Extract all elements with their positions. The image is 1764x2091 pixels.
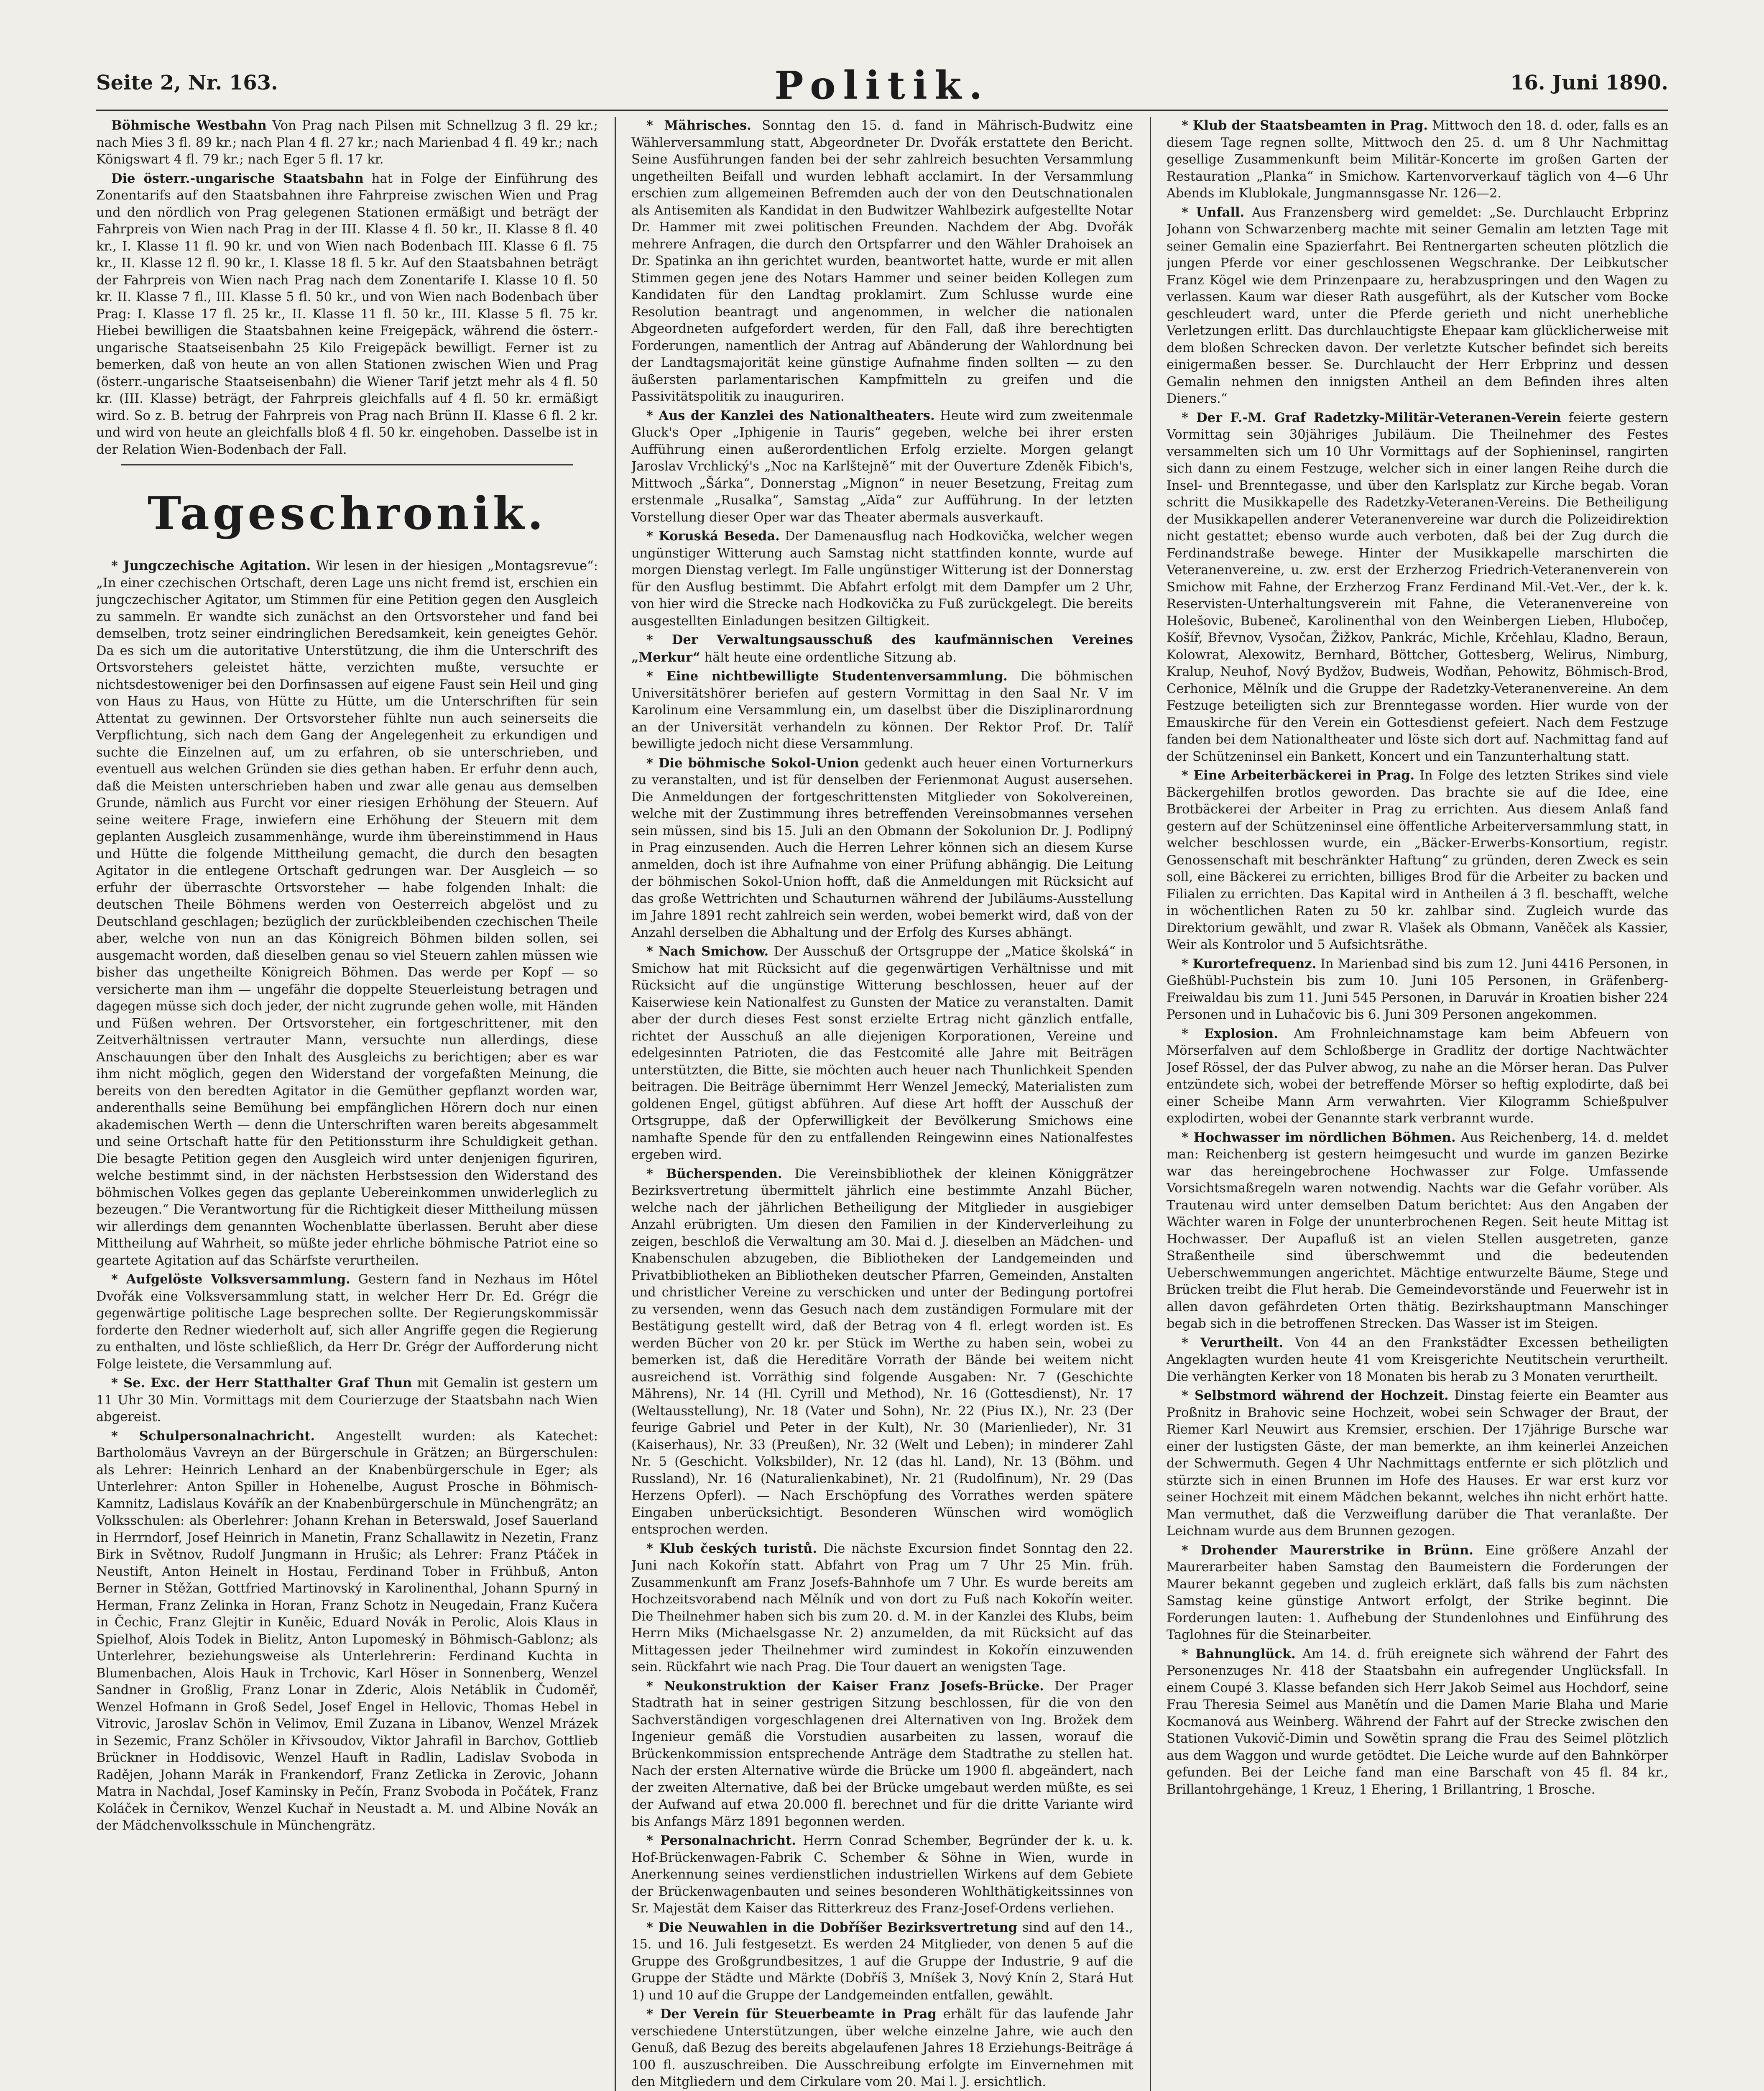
news-item-body: Die böhmischen Universitätshörer beriefen auf gestern Vormittag in den Saal Nr. V im Karolinum eine Versammlung ein, um daselbst über die Disziplinarordnung an der Universität verhandeln zu können. Der Rektor Prof. Dr. Talíř bewilligte jedoch nicht diese Versammlung. (631, 669, 1133, 752)
news-item-headline: * Die böhmische Sokol-Union (646, 755, 859, 771)
news-item-body: Der Prager Stadtrath hat in seiner gestrigen Sitzung beschlossen, für die von den Sachverständigen vorgeschlagenen drei Alternativen von Ing. Brožek dem Ingenieur gemäß die Vorstudien ausarbeiten zu lassen, worauf die Brückenkommission entsprechende Anträge dem Stadtrathe zu stellen hat. Nach der ersten Alternative würde die Brücke um 1900 fl. abgeändert, nach der zweiten Alternative, daß bei der Brücke umgebaut werden müßte, es sei der Aufwand auf etwa 20.000 fl. berechnet und für die dritte Variante wird bis Anfangs März 1891 begonnen werden. (631, 1679, 1133, 1829)
news-item-headline: * Explosion. (1182, 1026, 1278, 1041)
column-3 (1167, 117, 1668, 2091)
news-item-headline: * Se. Exc. der Herr Statthalter Graf Thun (111, 1375, 412, 1391)
page-number: Seite 2, Nr. 163. (96, 71, 278, 95)
news-item-body: Von Prag nach Pilsen mit Schnellzug 3 fl. 29 kr.; nach Mies 3 fl. 89 kr.; nach Plan 4 fl. 27 kr.; nach Marienbad 4 fl. 49 kr.; nach Königswart 4 fl. 79 kr.; nach Eger 5 fl. 17 kr. (96, 118, 598, 167)
news-item (631, 631, 1133, 666)
news-item-body: Herrn Conrad Schember, Begründer der k. u. k. Hof-Brückenwagen-Fabrik C. Schember & Söhne in Wien, wurde in Anerkennung seines verdienstlichen industriellen Wirkens auf dem Gebiete der Brückenwagenbauten und seines besonderen Wohlthätigkeitssinnes von Sr. Majestät dem Kaiser das Ritterkreuz des Franz-Josef-Ordens verliehen. (631, 1833, 1133, 1916)
news-item (1167, 767, 1668, 954)
section-rule (121, 464, 573, 465)
section-heading: Politik. (774, 63, 990, 108)
news-item (631, 755, 1133, 942)
news-item-headline: * Die Neuwahlen in die Dobříšer Bezirksvertretung (646, 1920, 1018, 1935)
news-item-body: Aus Reichenberg, 14. d. meldet man: Reichenberg ist gestern heimgesucht und wurde im ganzen Bezirke war das hereingebrochene Hochwasser zur Folge. Umfassende Vorsichtsmaßregeln waren notwendig. Nachts war die Gefahr vorüber. Als Trautenau wird unter demselben Datum berichtet: Aus den Angaben der Wächter waren in Folge der ununterbrochenen Regen. Seit heute Mittag ist Hochwasser. Der Aupafluß ist an vielen Stellen ausgetreten, ganze Straßentheile sind überschwemmt und die bedeutenden Ueberschwemmungen angerichtet. Mächtige entwurzelte Bäume, Stege und Brücken treibt die Flut herab. Die Gemeindevorstände und Feuerwehr ist in allen davon gefährdeten Orten thätig. Bezirkshauptmann Manschinger begab sich in die betroffenen Strecken. Das Wasser ist im Steigen. (1167, 1130, 1668, 1331)
news-item-body: mit Gemalin ist gestern um 11 Uhr 30 Min. Vormittags mit dem Courierzuge der Staatsbahn nach Wien abgereist. (96, 1376, 598, 1424)
news-item-body: Der Ausschuß der Ortsgruppe der „Matice školská“ in Smichow hat mit Rücksicht auf die gegenwärtigen Verhältnisse und mit Rücksicht auf die ungünstige Witterung beschlossen, heuer auf der Kaiserwiese kein Nationalfest zu Gunsten der Matice zu veranstalten. Damit aber der durch dieses Fest sonst erzielte Ertrag nicht gänzlich entfalle, richtet der Ausschuß an alle diejenigen Korporationen, Vereine und edelgesinnten Patrioten, die das Festcomité alle Jahre mit Beiträgen unterstützten, die Bitte, sie möchten auch heuer nach Thunlichkeit Spenden beitragen. Die Beiträge übernimmt Herr Wenzel Jemecký, Materialisten zum goldenen Engel, gütigst abführen. Auf diese Art hofft der Ausschuß der Ortsgruppe, daß der Opferwilligkeit der Bevölkerung Smichows eine namhafte Spende für den zu entfallenden Reingewinn eines Nationalfestes ergeben wird. (631, 944, 1133, 1162)
news-item (631, 117, 1133, 406)
travel-fares-block (96, 117, 598, 458)
news-item-headline: * Schulpersonalnachricht. (111, 1428, 315, 1444)
news-item (96, 557, 598, 1269)
news-item-body: Dinstag feierte ein Beamter aus Proßnitz in Brahovic seine Hochzeit, wobei sein Schwager der Braut, der Riemer Karl Neuwirt aus Kremsier, erschien. Der 17jährige Bursche war einer der lustigsten Gäste, der man bemerkte, an ihm keinerlei Anzeichen der Schwermuth. Gegen 4 Uhr Nachmittags entfernte er sich plötzlich und stürzte sich in einen Brunnen im Hofe des Hauses. Er war erst kurz vor seiner Hochzeit mit einem Mädchen bekannt, welches ihn nicht erhört hatte. Man vermuthet, daß die Verzweiflung darüber die That veranlaßte. Der Leichnam wurde aus dem Brunnen gezogen. (1167, 1388, 1668, 1539)
news-item-headline: * Mährisches. (646, 118, 751, 133)
news-item (96, 117, 598, 169)
news-item (1167, 117, 1668, 202)
column-rule (615, 117, 616, 2091)
news-item-headline: * Der Verwaltungsausschuß des kaufmännischen Vereines „Merkur“ (631, 632, 1133, 665)
news-item (1167, 1025, 1668, 1127)
header-rule (96, 110, 1668, 111)
news-item-headline: Die österr.-ungarische Staatsbahn (111, 171, 364, 186)
page-header (96, 63, 1668, 109)
column-rule (1150, 117, 1151, 2091)
news-item-headline: * Nach Smichow. (646, 944, 769, 959)
news-item (631, 2006, 1133, 2091)
news-item-body: Angestellt wurden: als Katechet: Bartholomäus Vavreyn an der Bürgerschule in Grätzen; an Bürgerschulen: als Lehrer: Heinrich Lenhard an der Knabenbürgerschule in Eger; als Unterlehrer: Anton Spiller in Hohenelbe, August Prosche in Böhmisch-Kamnitz, Ladislaus Kovářík an der Knabenbürgerschule in Münchengrätz; an Volksschulen: als Oberlehrer: Johann Krehan in Beterswald, Josef Sauerland in Herrndorf, Josef Heinrich in Manetin, Franz Schallawitz in Nezetin, Franz Birk in Světnov, Rudolf Jungmann in Hrušic; als Lehrer: Franz Ptáček in Neustift, Anton Heinelt in Hostau, Ferdinand Tober in Frühbuß, Anton Berner in Stěžan, Gottfried Martinovský in Karolinenthal, Johann Spurný in Herman, Franz Zelinka in Horan, Franz Schotz in Neugedain, Franz Kučera in Čechic, Franz Glejtir in Kuněic, Eduard Novák in Perolic, Alois Klaus in Spielhof, Alois Todek in Bielitz, Anton Lupomeský in Böhmisch-Gablonz; als Unterlehrer, beziehungsweise als Unterlehrerin: Ferdinand Kuchta in Blumenbachen, Alois Hauk in Trchovic, Karl Höser in Sonnenberg, Wenzel Sandner in Großlig, Franz Lonar in Zderic, Alois Netáblik in Čudoměř, Wenzel Hofmann in Groß Sedel, Josef Engel in Hellovic, Thomas Hebel in Vitrovic, Jaroslav Schön in Velimov, Emil Zuzana in Libanov, Wenzel Mrázek in Sezemic, Franz Schöler in Křivsoudov, Viktor Jahrafil in Barchov, Gottlieb Brückner in Hoddisovic, Wenzel Hauft in Radlin, Ladislav Svoboda in Radějen, Johann Marák in Frankendorf, Franz Zetlicka in Zerovic, Johann Matra in Nachdal, Josef Kaminsky in Pečín, Franz Svoboda in Počátek, Franz Koláček in Černikov, Wenzel Kuchař in Neustadt a. M. und Albine Novák an der Mädchenvolksschule in Münchengrätz. (96, 1429, 598, 1833)
tageschronik-title: Tageschronik. (147, 487, 547, 540)
news-item-body: In Folge des letzten Strikes sind viele Bäckergehilfen brotlos geworden. Das brachte sie auf die Idee, eine Brotbäckerei der Arbeiter in Prag zu errichten. Aus diesem Anlaß fand gestern auf der Schützeninsel eine öffentliche Arbeiterversammlung statt, in welcher beschlossen wurde, ein „Bäcker-Erwerbs-Konsortium, registr. Genossenschaft mit beschränkter Haftung“ zu gründen, deren Zweck es sein soll, eine Bäckerei zu errichten, billiges Brod für die Arbeiter zu backen und Filialen zu errichten. Das Kapital wird in Antheilen á 3 fl. beschafft, welche in wöchentlichen Raten zu 50 kr. zahlbar sind. Zugleich wurde das Direktorium gewählt, und zwar R. Vlašek als Obmann, Vaněček als Kassier, Weir als Kontrolor und 5 Aufsichtsräthe. (1167, 768, 1668, 952)
news-item-headline: * Personalnachricht. (646, 1833, 796, 1848)
news-item-body: feierte gestern Vormittag sein 30jähriges Jubiläum. Die Theilnehmer des Festes versammelten sich um 10 Uhr Vormittags auf der Sophieninsel, rangirten sich dann zu einem Festzuge, welcher sich in einer langen Reihe durch die Insel- und Brenntegasse, und über den Karlsplatz zur Kirche begab. Voran schritt die Musikkapelle des Radetzky-Veteranen-Vereins. Die Betheiligung der Musikkapellen anderer Veteranenvereine war durch die Polizeidirektion nicht gestattet; ebenso wurde auch verboten, daß bei der Zug durch die Ferdinandstraße bewege. Hinter der Musikkapelle marschirten die Veteranenvereine, u. zw. erst der Erzherzog Friedrich-Veteranenverein von Smichow mit Fahne, der Erzherzog Franz Ferdinand Mil.-Vet.-Ver., der k. k. Reservisten-Unterhaltungsverein mit Fahne, die Veteranenvereine von Holešovic, Bubeneč, Karolinenthal von den Weinbergen Lieben, Hlubočep, Košíř, Břevnov, Vysočan, Žižkov, Pankrác, Michle, Krčehlau, Kladno, Beraun, Kolowrat, Alexowitz, Bernhard, Böttcher, Gottesberg, Welirus, Nimburg, Kralup, Neuhof, Nový Bydžov, Budweis, Wodňan, Pehowitz, Böhmisch-Brod, Cerhonice, Mělník und die Gruppe der Radetzky-Veteranenvereine. An dem Festzuge beteiligten sich zur Brenntegasse worden. Hier wurde von der Emauskirche für den Verein ein Gottesdienst gefeiert. Nach dem Festzuge fanden bei dem Nationaltheater und löste sich dort auf. Nachmittag fand auf der Schützeninsel ein Bankett, Koncert und ein Tanzunterhaltung statt. (1167, 410, 1668, 764)
news-item-body: Gestern fand in Nezhaus im Hôtel Dvořák eine Volksversammlung statt, in welcher Herr Dr. Ed. Grégr die gegenwärtige politische Lage besprechen sollte. Der Regierungskommissär forderte den Redner wiederholt auf, sich aller Angriffe gegen die Regierung zu enthalten, und löste schließlich, da Herr Dr. Grégr der Aufforderung nicht Folge leistete, die Versammlung auf. (96, 1272, 598, 1372)
news-item (1167, 1334, 1668, 1386)
news-item (631, 668, 1133, 753)
news-item-headline: * Eine Arbeiterbäckerei in Prag. (1182, 768, 1415, 783)
news-item-body: Der Damenausflug nach Hodkovička, welcher wegen ungünstiger Witterung auch Samstag nicht stattfinden konnte, wurde auf morgen Dienstag verlegt. Im Falle ungünstiger Witterung ist der Donnerstag für den Ausflug bestimmt. Die Abfahrt erfolgt mit dem Dampfer um 2 Uhr, von hier wird die Strecke nach Hodkovička zu Fuß zurückgelegt. Die bereits ausgestellten Einladungen besitzen Giltigkeit. (631, 529, 1133, 629)
news-item-body: hält heute eine ordentliche Sitzung ab. (700, 650, 957, 665)
news-item-body: Am 14. d. früh ereignete sich während der Fahrt des Personenzuges Nr. 418 der Staatsbahn ein aufregender Unglücksfall. In einem Coupé 3. Klasse befanden sich Herr Jakob Seimel aus Hochdorf, seine Frau Theresia Seimel aus Manětín und die Damen Marie Blaha und Marie Kocmanová aus Weinberg. Während der Fahrt auf der Strecke zwischen den Stationen Vukovič-Dimin und Sowětin sprang die Frau des Seimel plötzlich aus dem Waggon und wurde getödtet. Die Leiche wurde auf den Bahnkörper gefunden. Bei der Leiche fand man eine Barschaft von 45 fl. 84 kr., Brillantohrgehänge, 1 Kreuz, 1 Ehering, 1 Brillantring, 1 Brosche. (1167, 1646, 1668, 1797)
news-block (96, 557, 598, 1835)
news-item-headline: * Hochwasser im nördlichen Böhmen. (1182, 1130, 1456, 1145)
news-item (631, 407, 1133, 527)
news-item (1167, 204, 1668, 408)
news-item (1167, 1646, 1668, 1799)
news-item (631, 1919, 1133, 2004)
news-item-headline: * Bahnunglück. (1182, 1646, 1296, 1662)
news-item-headline: * Kurortefrequenz. (1182, 956, 1317, 971)
news-item-headline: * Verurtheilt. (1182, 1335, 1284, 1350)
news-item (631, 943, 1133, 1164)
news-item-headline: * Eine nichtbewilligte Studentenversammlung. (646, 669, 1008, 684)
column-2 (631, 117, 1133, 2091)
news-item-headline: * Selbstmord während der Hochzeit. (1182, 1388, 1449, 1403)
news-item-body: gedenkt auch heuer einen Vorturnerkurs zu veranstalten, und ist für denselben der Ferienmonat August ausersehen. Die Anmeldungen der fortgeschrittensten Mitglieder von Sokolvereinen, welche mit der Zustimmung ihres betreffenden Vereinsobmannes versehen sein müssen, sind bis 15. Juli an den Obmann der Sokolunion Dr. J. Podlipný in Prag einzusenden. Auch die Herren Lehrer können sich an diesem Kurse anmelden, doch ist ihre Aufnahme von einer Prüfung abhängig. Die Leitung der böhmischen Sokol-Union hofft, daß die Anmeldungen mit Rücksicht auf das große Wettrichten und Schauturnen während der Jubiläums-Ausstellung im Jahre 1891 recht zahlreich sein werden, wobei bemerkt wird, daß von der Anzahl derselben die Abhaltung und der Erfolg des Kurses abhängt. (631, 756, 1133, 940)
news-item-body: Wir lesen in der hiesigen „Montagsrevue“: „In einer czechischen Ortschaft, deren Lage uns nicht fremd ist, erschien ein jungczechischer Agitator, um Stimmen für eine Petition gegen den Ausgleich zu sammeln. Er wandte sich zunächst an den Ortsvorsteher und fand bei demselben, trotz seiner eindringlichen Beredsamkeit, kein geneigtes Gehör. Da es sich um die autoritative Unterstützung, die ihm die Unterschrift des Ortsvorstehers geleistet hätte, verzichten mußte, versuchte er nichtsdestoweniger bei den Dorfinsassen auf eigene Faust sein Heil und ging von Haus zu Haus, von Hütte zu Hütte, um die Unterschriften für sein Attentat zu gewinnen. Der Ortsvorsteher fühlte nun auch seinerseits die Verpflichtung, sich nach dem Gang der Angelegenheit zu erkundigen und suchte die Einzelnen auf, um zu erfahren, ob sie unterschrieben, und eventuell aus welchen Gründen sie dies gethan haben. Er erfuhr denn auch, daß die Meisten unterschrieben haben und zwar alle genau aus demselben Grunde, nämlich aus Furcht vor einer riesigen Erhöhung der Steuern. Auf seine weitere Frage, inwiefern eine Erhöhung der Steuern mit dem geplanten Ausgleich zusammenhänge, wurde ihm übereinstimmend in Haus und Hütte die folgende Mittheilung gemacht, die durch den besagten Agitator in die entlegene Ortschaft gedrungen war. Der Ausgleich — so erfuhr der überraschte Ortsvorsteher — habe folgenden Inhalt: die deutschen Theile Böhmens werden von Oesterreich abgelöst und zu Deutschland geschlagen; bezüglich der zurückbleibenden czechischen Theile aber, welche von nun an das Königreich Böhmen bilden sollen, sei ausgemacht worden, daß dieselben genau so viel Steuern zahlen müssen wie bisher das ungetheilte Königreich Böhmen. Das werde per Kopf — so versicherte man ihm — ungefähr die doppelte Steuerleistung betragen und dagegen müsse sich doch jeder, der nicht zugrunde gehen wolle, mit Händen und Füßen wehren. Der Ortsvorsteher, ein fortgeschrittener, mit den Zeitverhältnissen vertrauter Mann, versuchte nun allerdings, diese Anschauungen über den Inhalt des Ausgleichs zu berichtigen; aber es war ihm nicht möglich, gegen den Widerstand der vorgefaßten Meinung, die bereits von den beredten Agitator in die Gemüther gepflanzt worden war, anderenthalls seine Bemühung bei empfänglichen Hörern doch nur einen akademischen Werth — denn die Unterschriften waren bereits abgesammelt und seine Ortschaft hatte für den Petitionssturm ihre Schuldigkeit gethan. Die besagte Petition gegen den Ausgleich wird unter denjenigen figuriren, welche bestimmt sind, in der nächsten Herbstsession den Widerstand des böhmischen Volkes gegen das geplante Uebereinkommen unwiderleglich zu bezeugen.“ Die Verantwortung für die Richtigkeit dieser Mittheilung müssen wir allerdings dem genannten Wochenblatte überlassen. Beruht aber diese Mittheilung auf Wahrheit, so müßte jeder ehrliche böhmische Patriot eine so geartete Agitation auf das Schärfste verurtheilen. (96, 559, 598, 1268)
news-item (96, 170, 598, 459)
news-item (631, 1540, 1133, 1676)
news-item (631, 1166, 1133, 1539)
news-item-headline: * Unfall. (1182, 204, 1245, 220)
news-item-body: Die nächste Excursion findet Sonntag den 22. Juni nach Kokořín statt. Abfahrt von Prag um 7 Uhr 25 Min. früh. Zusammenkunft am Franz Josefs-Bahnhofe um 7 Uhr. Es wurde bereits am Hochzeitsvorabend nach Mělník und von dort zu Fuß nach Kokořín weiter. Die Theilnehmer haben sich bis zum 20. d. M. in der Kanzlei des Klubs, beim Herrn Miks (Michaelsgasse Nr. 2) anzumelden, da mit Rücksicht auf das Mittagessen jeder Theilnehmer wird zumindest in Kokořín einzuwenden sein. Rückfahrt wie nach Prag. Die Tour dauert an wenigsten Tage. (631, 1541, 1133, 1674)
news-item-headline: * Aus der Kanzlei des Nationaltheaters. (646, 408, 935, 423)
news-item-headline: * Jungczechische Agitation. (111, 558, 311, 573)
news-item-body: sind auf den 14., 15. und 16. Juli festgesetzt. Es werden 24 Mitglieder, von denen 5 auf die Gruppe des Großgrundbesitzes, 1 auf die Gruppe der Industrie, 9 auf die Gruppe der Städte und Märkte (Dobříš 3, Mníšek 3, Nový Knín 2, Stará Hut 1) und 10 auf die Gruppe der Landgemeinden entfallen, gewählt. (631, 1920, 1133, 2003)
column-1 (96, 117, 598, 2091)
news-item-body: Heute wird zum zweitenmale Gluck's Oper „Iphigenie in Tauris“ gegeben, welche bei ihrer ersten Aufführung einen außerordentlichen Erfolg erzielte. Morgen gelangt Jaroslav Vrchlický's „Noc na Karlštejně“ mit der Ouverture Zdeněk Fibich's, Mittwoch „Šárka“, Donnerstag „Mignon“ in neuer Besetzung, Freitag zum erstenmale „Rusalka“, Samstag „Aïda“ zur Aufführung. In der letzten Vorstellung dieser Oper war das Theater abermals ausverkauft. (631, 408, 1133, 525)
news-item-body: In Marienbad sind bis zum 12. Juni 4416 Personen, in Gießhübl-Puchstein bis zum 10. Juni 105 Personen, in Gräfenberg-Freiwaldau bis zum 11. Juni 545 Personen, in Daruvár in Kroatien bisher 224 Personen und in Luhačovic bis 6. Juni 309 Personen angekommen. (1167, 956, 1668, 1022)
news-item (1167, 1129, 1668, 1333)
news-item (96, 1428, 598, 1835)
news-item-body: Von 44 an den Frankstädter Excessen betheiligten Angeklagten wurden heute 41 vom Kreisgerichte Neutitschein verurtheilt. Die verhängten Kerker von 18 Monaten bis herab zu 3 Monaten verurtheilt. (1167, 1335, 1668, 1384)
news-item-body: hat in Folge der Einführung des Zonentarifs auf den Staatsbahnen ihre Fahrpreise zwischen Wien und Prag und den nördlich von Prag gelegenen Stationen ermäßigt und beträgt der Fahrpreis von Wien nach Prag in der III. Klasse 4 fl. 50 kr., II. Klasse 8 fl. 40 kr., I. Klasse 11 fl. 90 kr. und von Wien nach Bodenbach III. Klasse 6 fl. 75 kr., II. Klasse 12 fl. 90 kr., I. Klasse 18 fl. 5 kr. Auf den Staatsbahnen beträgt der Fahrpreis von Wien nach Prag nach dem Zonentarife I. Klasse 10 fl. 50 kr. II. Klasse 7 fl., III. Klasse 5 fl. 50 kr., und von Wien nach Bodenbach über Prag: I. Klasse 17 fl. 25 kr., II. Klasse 11 fl. 50 kr., III. Klasse 5 fl. 75 kr. Hiebei bewilligen die Staatsbahnen keine Freigepäck, während die österr.-ungarische Staatseisenbahn 25 Kilo Freigepäck bewilligt. Ferner ist zu bemerken, daß von heute an von allen Stationen zwischen Wien und Prag (österr.-ungarische Staatseisenbahn) die Wiener Tarif jetzt mehr als 4 fl. 50 kr. (III. Klasse) beträgt, der Fahrpreis gleichfalls auf 4 fl. 50 kr. ermäßigt wird. So z. B. betrug der Fahrpreis von Prag nach Brünn II. Klasse 6 fl. 2 kr. und wird von heute an gleichfalls bloß 4 fl. 50 kr. eingehoben. Dasselbe ist in der Relation Wien-Bodenbach der Fall. (96, 171, 598, 457)
news-item-body: erhält für das laufende Jahr verschiedene Unterstützungen, über welche einzelne Jahre, wie auch den Genuß, daß Bezug des bereits abgelaufenen Jahres 18 Erziehungs-Beiträge á 100 fl. auszuschreiben. Die Ausschreibung erfolgte im Einvernehmen mit den Mitgliedern und dem Cirkulare vom 20. Mai l. J. ersichtlich. (631, 2007, 1133, 2089)
news-item-headline: * Klub českých turistů. (646, 1541, 817, 1556)
news-item-body: Mittwoch den 18. d. oder, falls es an diesem Tage regnen sollte, Mittwoch den 25. d. um 8 Uhr Nachmittag gesellige Zusammenkunft beim Militär-Koncerte im großen Garten der Restauration „Planka“ in Smichow. Kartenvorverkauf täglich von 4—6 Uhr Abends im Klublokale, Jungmannsgasse Nr. 126—2. (1167, 118, 1668, 201)
news-item (1167, 956, 1668, 1024)
news-item (1167, 1387, 1668, 1540)
news-item (96, 1271, 598, 1373)
news-item-headline: * Klub der Staatsbeamten in Prag. (1182, 118, 1428, 133)
news-item (96, 1375, 598, 1426)
news-item (631, 528, 1133, 630)
news-item-body: Sonntag den 15. d. fand in Mährisch-Budwitz eine Wählerversammlung statt, Abgeordneter Dr. Dvořák erstattete den Bericht. Seine Ausführungen fanden bei der sehr zahlreich besuchten Versammlung ungetheilten Beifall und wurden lebhaft acclamirt. In der Versammlung erschien zum allgemeinen Befremden auch der von den Deutschnationalen als Antisemiten als Kandidat in den Budwitzer Wahlbezirk aufgestellte Notar Dr. Hammer mit zwei politischen Freunden. Nachdem der Abg. Dvořák mehrere Anfragen, die durch den Ortspfarrer und den Wähler Drahoisek an Dr. Spatinka an ihn gerichtet wurden, beantwortet hatte, wurde er mit allen Stimmen gegen jene des Notars Hammer und seiner beiden Kollegen zum Kandidaten für den Landtag proklamirt. Zum Schlusse wurde eine Resolution beantragt und angenommen, in welcher die nationalen Abgeordneten aufgefordert werden, für den Fall, daß ihre berechtigten Forderungen, namentlich der Antrag auf Abänderung der Wahlordnung bei der Landtagsmajorität keine günstige Aufnahme finden sollten — zu den äußersten parlamentarischen Kampfmitteln zu greifen und die Passivitätspolitik zu inauguriren. (631, 118, 1133, 404)
news-item-headline: * Drohender Maurerstrike in Brünn. (1182, 1542, 1473, 1558)
news-block (1167, 117, 1668, 1798)
news-item-headline: * Bücherspenden. (646, 1166, 782, 1181)
news-item-headline: * Neukonstruktion der Kaiser Franz Josefs-Brücke. (646, 1678, 1044, 1694)
news-item (1167, 1542, 1668, 1644)
news-item-body: Eine größere Anzahl der Maurerarbeiter haben Samstag den Baumeistern die Forderungen der Maurer bekannt gegeben und zugleich erklärt, daß falls bis zum nächsten Samstag keine günstige Antwort erfolgt, der Strike beginnt. Die Forderungen lauten: 1. Aufhebung der Stundenlohnes und Einführung des Taglohnes für die Steinarbeiter. (1167, 1543, 1668, 1642)
news-item-headline: * Koruská Beseda. (646, 529, 780, 544)
news-item-body: Aus Franzensberg wird gemeldet: „Se. Durchlaucht Erbprinz Johann von Schwarzenberg machte mit seiner Gemalin am letzten Tage mit seiner Gemalin eine Spazierfahrt. Bei Rentnergarten scheuten plötzlich die jungen Pferde vor einer geschlossenen Wegschranke. Der Leibkutscher Franz Kögel wie dem Prinzenpaare zu, herabzuspringen und den Wagen zu verlassen. Kaum war dieser Rath ausgeführt, als der Kutscher vom Bocke geschleudert ward, unter die Pferde gerieth und nicht unerhebliche Verletzungen erlitt. Das durchlauchtigste Ehepaar kam glücklicherweise mit dem bloßen Schrecken davon. Der verletzte Kutscher befindet sich bereits einigermaßen besser. Se. Durchlaucht der Herr Erbprinz und dessen Gemalin nehmen den innigsten Antheil an dem Befinden ihres alten Dieners.“ (1167, 205, 1668, 406)
news-item-body: Die Vereinsbibliothek der kleinen Königgrätzer Bezirksvertretung übermittelt jährlich eine bestimmte Anzahl Bücher, welche nach der jährlichen Betheiligung der Mitglieder in ausgiebiger Anzahl erübrigten. Um diesen den Familien in der Kinderverleihung zu zeigen, beschloß die Verwaltung am 30. Mai d. J. dieselben an Mädchen- und Knabenschulen abzugeben, die Bibliotheken der Landgemeinden und Privatbibliotheken an Bibliotheken deutscher Pfarren, Gemeinden, Anstalten und christlicher Vereine zu verschicken und unter der Bedingung portofrei zu versenden, wenn das Gesuch nach dem zuständigen Formulare mit der Bestätigung gestellt wird, daß der Betrag von 4 fl. erlegt worden ist. Es werden Bücher von 20 kr. per Stück im Werthe zu haben sein, wobei zu bemerken ist, daß die Hereditäre Vorrath der Bände bei weitem nicht ausreichend ist. Vorräthig sind folgende Ausgaben: Nr. 7 (Geschichte Mährens), Nr. 14 (Hl. Cyrill und Method), Nr. 16 (Gottesdienst), Nr. 17 (Weltausstellung), Nr. 18 (Vater und Sohn), Nr. 22 (Pius IX.), Nr. 23 (Der feurige Gabriel und Peter in der Kult), Nr. 30 (Marienlieder), Nr. 31 (Kaiserhaus), Nr. 33 (Preußen), Nr. 32 (Welt und Leben); in minderer Zahl Nr. 5 (Geschicht. Volksbilder), Nr. 12 (das hl. Land), Nr. 13 (Böhm. und Russland), Nr. 16 (Naturalienkabinet), Nr. 21 (Rudolfinum), Nr. 29 (Das Herzens Opferl). — Nach Erschöpfung des Vorrathes werden spätere Eingaben unberücksichtigt. Besonderen Wünschen wird womöglich entsprochen werden. (631, 1166, 1133, 1537)
news-item-headline: * Der F.-M. Graf Radetzky-Militär-Veteranen-Verein (1182, 410, 1561, 425)
news-block (631, 117, 1133, 2091)
news-item-headline: Böhmische Westbahn (111, 118, 267, 133)
news-item-headline: * Aufgelöste Volksversammlung. (111, 1272, 350, 1287)
issue-date: 16. Juni 1890. (1510, 71, 1668, 95)
news-item (631, 1832, 1133, 1917)
news-item (631, 1678, 1133, 1831)
news-item-headline: * Der Verein für Steuerbeamte in Prag (646, 2007, 937, 2022)
news-item-body: Am Frohnleichnamstage kam beim Abfeuern von Mörserfalven auf dem Schloßberge in Gradlitz der dortige Nachtwächter Josef Rössel, der das Pulver abwog, zu nahe an die Mörser heran. Das Pulver entzündete sich, wobei der betreffende Mörser so heftig explodirte, daß bei einer Scheibe Mann Arm verwahrten. Vier Kilogramm Schießpulver explodirten, wobei der Genannte stark verbrannt wurde. (1167, 1026, 1668, 1126)
news-item (1167, 409, 1668, 766)
